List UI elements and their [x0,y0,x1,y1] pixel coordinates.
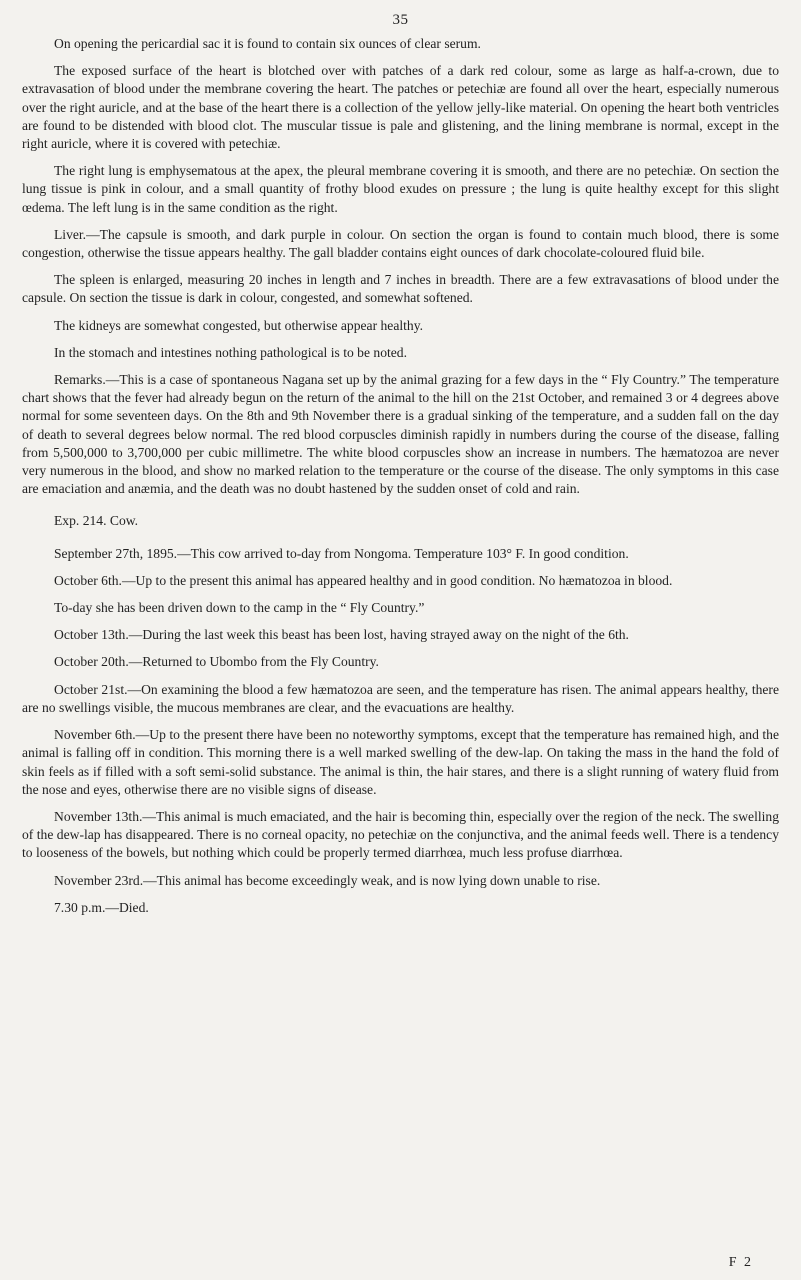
entry-november-23: November 23rd.—This animal has become exceedingly weak, and is now lying down unable to rise. [54,872,601,888]
experiment-heading: Exp. 214. Cow. [54,513,139,529]
entry-driven-to-camp: To-day she has been driven down to the camp in the “ Fly Country.” [54,600,425,616]
entry-october-21: October 21st.—On examining the blood a few hæmatozoa are seen, and the temperature has risen. The animal appears healthy, there are no swellings visible, the mucous membranes are clear, and the evacuations are healthy. [22,681,779,715]
signature-mark: F 2 [728,1255,753,1270]
page-number: 35 [392,12,409,28]
entry-died: 7.30 p.m.—Died. [54,899,149,915]
paragraph-spleen: The spleen is enlarged, measuring 20 inches in length and 7 inches in breadth. There are a few extravasations of blood under the capsule. On section the tissue is dark in colour, congested, and somewhat softened. [22,272,779,306]
paragraph-pericardial-sac: On opening the pericardial sac it is found to contain six ounces of clear serum. [54,36,481,51]
entry-september-27: September 27th, 1895.—This cow arrived to-day from Nongoma. Temperature 103° F. In good condition. [54,545,629,561]
paragraph-remarks: Remarks.—This is a case of spontaneous Nagana set up by the animal grazing for a few days in the “ Fly Country.” The temperature chart shows that the fever had already begun on the return of the animal to the hill on the 21st October, and remained 3 or 4 degrees above normal for some seventeen days. On the 8th and 9th November there is a gradual sinking of the temperature, and a sudden fall on the day of death to several degrees below normal. The red blood corpuscles diminish rapidly in numbers during the course of the disease, falling from 5,500,000 to 3,700,000 per cubic millimetre. The white blood corpuscles show an increase in numbers. The hæmatozoa are never very numerous in the blood, and show no marked relation to the temperature or the course of the disease. The only symptoms in this case are emaciation and anæmia, and the death was no doubt hastened by the sudden onset of cold and rain. [22,372,779,497]
paragraph-heart-surface: The exposed surface of the heart is blotched over with patches of a dark red colour, some as large as half-a-crown, due to extravasation of blood under the membrane covering the heart. The patches or petechiæ are found all over the heart, especially numerous over the right auricle, and at the base of the heart there is a collection of the yellow jelly-like material. On opening the heart both ventricles are found to be distended with blood clot. The muscular tissue is pale and glistening, and the lining membrane is normal, except in the right auricle, where it is covered with petechiæ. [22,63,779,152]
entry-october-6: October 6th.—Up to the present this animal has appeared healthy and in good condition. No hæmatozoa in blood. [54,572,673,588]
paragraph-liver: Liver.—The capsule is smooth, and dark purple in colour. On section the organ is found to contain much blood, there is some congestion, otherwise the tissue appears healthy. The gall bladder contains eight ounces of dark chocolate-coloured fluid bile. [22,226,779,261]
entry-november-13: November 13th.—This animal is much emaciated, and the hair is becoming thin, especially over the region of the neck. The swelling of the dew-lap has disappeared. There is no corneal opacity, no petechiæ on the conjunctiva, and the animal feeds well. There is a tendency to looseness of the bowels, but nothing which could be properly termed diarrhœa, much less profuse diarrhœa. [22,808,779,861]
entry-november-6: November 6th.—Up to the present there have been no noteworthy symptoms, except that the temperature has remained high, and the animal is falling off in condition. This morning there is a well marked swelling of the dew-lap. On taking the mass in the hand the fold of skin feels as if filled with a soft semi-solid substance. The animal is thin, the hair stares, and there is a slight running of watery fluid from the nose and eyes, otherwise there are no visible signs of disease. [22,727,779,797]
entry-october-20: October 20th.—Returned to Ubombo from the Fly Country. [54,654,379,670]
paragraph-kidneys: The kidneys are somewhat congested, but otherwise appear healthy. [54,317,424,333]
paragraph-stomach: In the stomach and intestines nothing pathological is to be noted. [54,344,407,360]
entry-october-13: October 13th.—During the last week this beast has been lost, having strayed away on the night of the 6th. [54,627,629,643]
paragraph-lungs: The right lung is emphysematous at the apex, the pleural membrane covering it is smooth, and there are no petechiæ. On section the lung tissue is pink in colour, and a small quantity of frothy blood exudes on pressure ; the lung is quite healthy except for this slight œdema. The left lung is in the same condition as the right. [22,163,779,215]
